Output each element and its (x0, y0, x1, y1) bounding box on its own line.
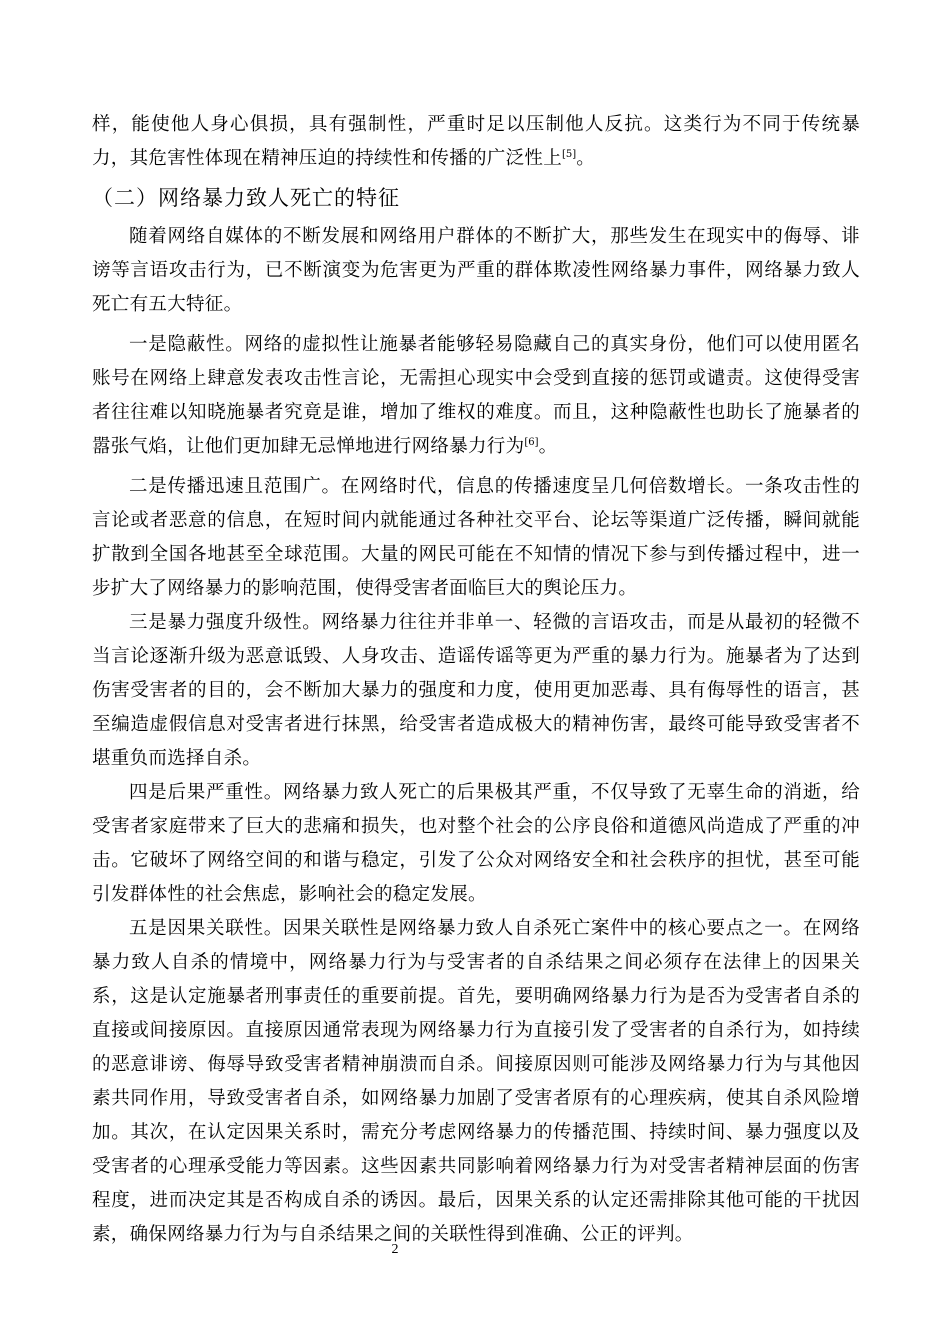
paragraph-text: 样，能使他人身心俱损，具有强制性，严重时足以压制他人反抗。这类行为不同于传统暴力，其危害性体现在精神压迫的持续性和传播的广泛性上 (92, 114, 860, 169)
paragraph-feature-5: 五是因果关联性。因果关联性是网络暴力致人自杀死亡案件中的核心要点之一。在网络暴力致人自杀的情境中，网络暴力行为与受害者的自杀结果之间必须存在法律上的因果关系，这是认定施暴者刑事责任的重要前提。首先，要明确网络暴力行为是否为受害者自杀的直接或间接原因。直接原因通常表现为网络暴力行为直接引发了受害者的自杀行为，如持续的恶意诽谤、侮辱导致受害者精神崩溃而自杀。间接原因则可能涉及网络暴力行为与其他因素共同作用，导致受害者自杀，如网络暴力加剧了受害者原有的心理疾病，使其自杀风险增加。其次，在认定因果关系时，需充分考虑网络暴力的传播范围、持续时间、暴力强度以及受害者的心理承受能力等因素。这些因素共同影响着网络暴力行为对受害者精神层面的伤害程度，进而决定其是否构成自杀的诱因。最后，因果关系的认定还需排除其他可能的干扰因素，确保网络暴力行为与自杀结果之间的关联性得到准确、公正的评判。 (92, 918, 860, 1245)
paragraph-tail: 。 (576, 148, 595, 169)
paragraph-tail: 。 (538, 436, 558, 457)
paragraph-feature-1 (92, 328, 860, 464)
paragraph-continuation (92, 108, 860, 176)
paragraph-feature-2: 二是传播迅速且范围广。在网络时代，信息的传播速度呈几何倍数增长。一条攻击性的言论或者恶意的信息，在短时间内就能通过各种社交平台、论坛等渠道广泛传播，瞬间就能扩散到全国各地甚至全球范围。大量的网民可能在不知情的情况下参与到传播过程中，进一步扩大了网络暴力的影响范围，使得受害者面临巨大的舆论压力。 (92, 476, 860, 599)
paragraph-text: 一是隐蔽性。网络的虚拟性让施暴者能够轻易隐藏自己的真实身份，他们可以使用匿名账号在网络上肆意发表攻击性言论，无需担心现实中会受到直接的惩罚或谴责。这使得受害者往往难以知晓施暴者究竟是谁，增加了维权的难度。而且，这种隐蔽性也助长了施暴者的嚣张气焰，让他们更加肆无忌惮地进行网络暴力行为 (92, 334, 860, 457)
citation-ref: [6] (524, 436, 539, 448)
paragraph-feature-4: 四是后果严重性。网络暴力致人死亡的后果极其严重，不仅导致了无辜生命的消逝，给受害者家庭带来了巨大的悲痛和损失，也对整个社会的公序良俗和道德风尚造成了严重的冲击。它破坏了网络空间的和谐与稳定，引发了公众对网络安全和社会秩序的担忧，甚至可能引发群体性的社会焦虑，影响社会的稳定发展。 (92, 782, 860, 905)
paragraph-intro: 随着网络自媒体的不断发展和网络用户群体的不断扩大，那些发生在现实中的侮辱、诽谤等言语攻击行为，已不断演变为危害更为严重的群体欺凌性网络暴力事件，网络暴力致人死亡有五大特征。 (92, 226, 860, 315)
document-body (92, 108, 860, 1252)
citation-ref: [5] (562, 148, 577, 160)
section-heading: （二）网络暴力致人死亡的特征 (92, 186, 400, 210)
paragraph-feature-3: 三是暴力强度升级性。网络暴力往往并非单一、轻微的言语攻击，而是从最初的轻微不当言论逐渐升级为恶意诋毁、人身攻击、造谣传谣等更为严重的暴力行为。施暴者为了达到伤害受害者的目的，会不断加大暴力的强度和力度，使用更加恶毒、具有侮辱性的语言，甚至编造虚假信息对受害者进行抹黑，给受害者造成极大的精神伤害，最终可能导致受害者不堪重负而选择自杀。 (92, 612, 860, 769)
page-number: 2 (391, 1242, 399, 1257)
